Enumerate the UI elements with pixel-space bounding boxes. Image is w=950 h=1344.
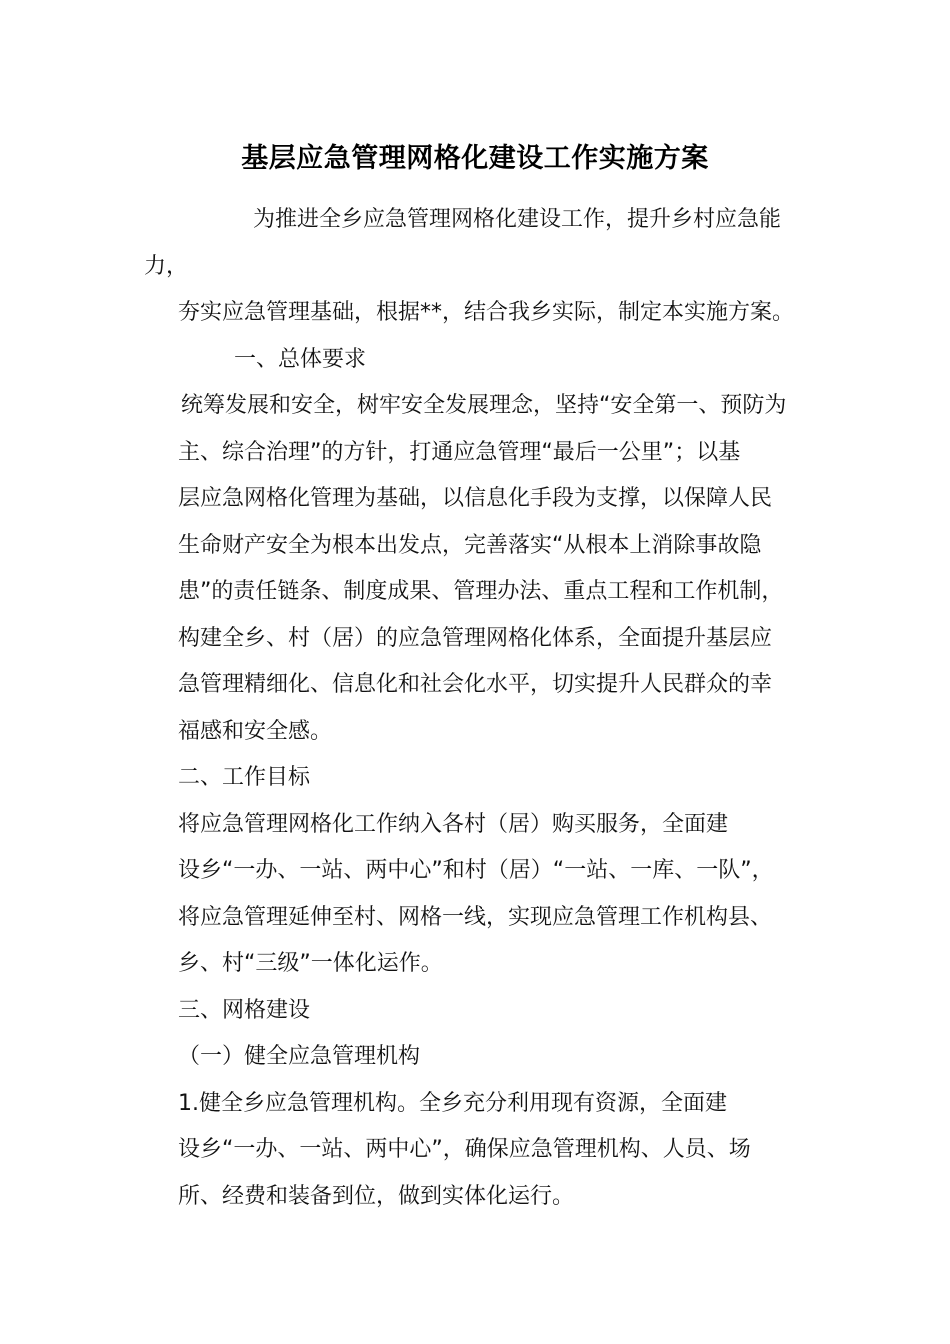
paragraph-line: 统筹发展和安全，树牢安全发展理念，坚持“安全第一、预防为: [181, 393, 787, 418]
section-heading: 二、工作目标: [178, 765, 311, 790]
paragraph-line: 福感和安全感。: [178, 719, 333, 744]
paragraph-line: 生命财产安全为根本出发点，完善落实“从根本上消除事故隐: [178, 533, 762, 558]
paragraph-line: 乡、村“三级”一体化运作。: [178, 951, 443, 976]
paragraph-line: 将应急管理延伸至村、网格一线，实现应急管理工作机构县、: [178, 905, 773, 930]
paragraph-line: 将应急管理网格化工作纳入各村（居）购买服务，全面建: [178, 812, 729, 837]
paragraph-line: 患”的责任链条、制度成果、管理办法、重点工程和工作机制，: [178, 579, 784, 604]
paragraph-line: 层应急网格化管理为基础，以信息化手段为支撑，以保障人民: [178, 486, 773, 511]
paragraph-line: 夯实应急管理基础，根据**，结合我乡实际，制定本实施方案。: [178, 300, 795, 325]
paragraph-line: 所、经费和装备到位，做到实体化运行。: [178, 1184, 575, 1209]
paragraph-line: 急管理精细化、信息化和社会化水平，切实提升人民群众的幸: [178, 672, 773, 697]
paragraph-line: 设乡“一办、一站、两中心”，确保应急管理机构、人员、场: [178, 1137, 751, 1162]
paragraph-line: 构建全乡、村（居）的应急管理网格化体系，全面提升基层应: [178, 626, 773, 651]
section-heading: 三、网格建设: [178, 998, 311, 1023]
document-title: 基层应急管理网格化建设工作实施方案: [241, 143, 709, 174]
paragraph-line: 设乡“一办、一站、两中心”和村（居）“一站、一库、一队”，: [178, 858, 774, 883]
paragraph-line: 为推进全乡应急管理网格化建设工作，提升乡村应急能: [253, 207, 782, 232]
paragraph-line: 主、综合治理”的方针，打通应急管理“最后一公里”；以基: [178, 440, 741, 465]
subsection-heading: （一）健全应急管理机构: [178, 1044, 421, 1069]
paragraph-line: 1.健全乡应急管理机构。全乡充分利用现有资源，全面建: [178, 1091, 727, 1116]
paragraph-line: 力，: [144, 254, 189, 279]
section-heading: 一、总体要求: [234, 347, 367, 372]
